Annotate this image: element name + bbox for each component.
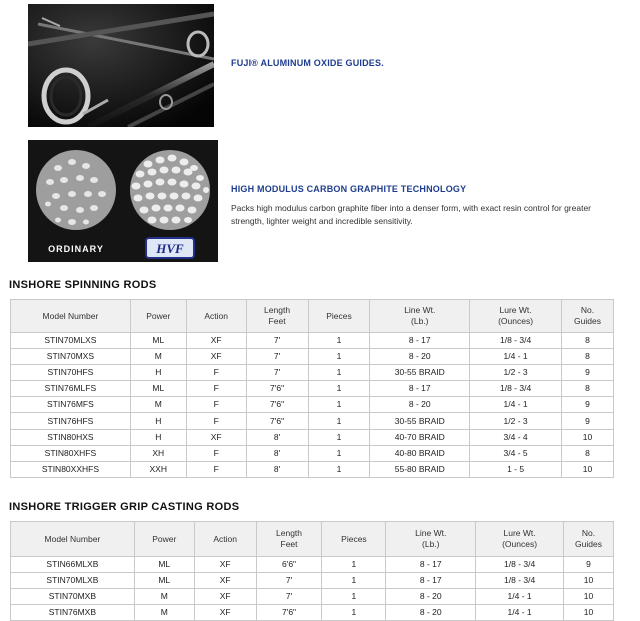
spinning-rods-table xyxy=(10,299,614,478)
table-cell: 8 - 20 xyxy=(386,589,476,605)
table-cell: ML xyxy=(134,557,194,573)
column-header: Model Number xyxy=(11,522,135,557)
table-cell: 7' xyxy=(246,365,308,381)
feature-title-guides: FUJI® ALUMINUM OXIDE GUIDES. xyxy=(231,58,384,68)
table-cell: 8 xyxy=(562,349,614,365)
table-cell: XF xyxy=(186,333,246,349)
table-row xyxy=(11,445,614,461)
column-header: Action xyxy=(186,300,246,333)
table-cell: 1 - 5 xyxy=(470,461,562,477)
table-header-row xyxy=(11,300,614,333)
table-cell: 8 - 20 xyxy=(370,349,470,365)
guides-photo xyxy=(28,4,214,127)
table-cell: 10 xyxy=(562,461,614,477)
table-cell: ML xyxy=(134,573,194,589)
table-cell: 9 xyxy=(564,557,614,573)
table-cell: 30-55 BRAID xyxy=(370,365,470,381)
table-row xyxy=(11,557,614,573)
table-cell: 7' xyxy=(246,349,308,365)
table-cell: 1/8 - 3/4 xyxy=(476,557,564,573)
table-cell: 3/4 - 4 xyxy=(470,429,562,445)
table-cell: 1 xyxy=(308,429,370,445)
table-cell: XXH xyxy=(130,461,186,477)
table-cell: ML xyxy=(130,381,186,397)
table-cell: 8 - 17 xyxy=(386,573,476,589)
table-cell: XF xyxy=(186,349,246,365)
spinning-rods-title: INSHORE SPINNING RODS xyxy=(9,279,157,291)
table-cell: 1 xyxy=(308,445,370,461)
table-cell: 10 xyxy=(562,429,614,445)
table-cell: 8 - 17 xyxy=(370,381,470,397)
table-cell: 10 xyxy=(564,573,614,589)
table-cell: STIN70HFS xyxy=(11,365,131,381)
feature-title-graphite: HIGH MODULUS CARBON GRAPHITE TECHNOLOGY xyxy=(231,184,467,194)
table-cell: 8' xyxy=(246,445,308,461)
table-cell: 30-55 BRAID xyxy=(370,413,470,429)
table-cell: STIN76MXB xyxy=(11,605,135,621)
table-row xyxy=(11,605,614,621)
table-cell: F xyxy=(186,413,246,429)
column-header: Model Number xyxy=(11,300,131,333)
table-cell: 40-80 BRAID xyxy=(370,445,470,461)
table-cell: 1 xyxy=(322,589,386,605)
table-cell: 1 xyxy=(308,333,370,349)
table-cell: 6'6" xyxy=(256,557,322,573)
table-cell: STIN76MLFS xyxy=(11,381,131,397)
table-cell: 8 - 17 xyxy=(386,557,476,573)
table-cell: 8' xyxy=(246,429,308,445)
column-header: Pieces xyxy=(322,522,386,557)
column-header: Lure Wt. (Ounces) xyxy=(476,522,564,557)
table-cell: STIN66MLXB xyxy=(11,557,135,573)
table-cell: 1/8 - 3/4 xyxy=(470,333,562,349)
table-cell: 8 xyxy=(562,445,614,461)
table-row xyxy=(11,397,614,413)
table-cell: 55-80 BRAID xyxy=(370,461,470,477)
table-cell: 1/4 - 1 xyxy=(476,589,564,605)
table-cell: XF xyxy=(194,557,256,573)
table-cell: 7'6" xyxy=(246,397,308,413)
table-cell: F xyxy=(186,445,246,461)
table-cell: STIN70MLXS xyxy=(11,333,131,349)
table-cell: 10 xyxy=(564,589,614,605)
table-cell: 7'6" xyxy=(256,605,322,621)
table-cell: 7'6" xyxy=(246,381,308,397)
table-cell: 8 xyxy=(562,381,614,397)
table-cell: 7' xyxy=(246,333,308,349)
table-cell: M xyxy=(130,397,186,413)
table-cell: 1/2 - 3 xyxy=(470,413,562,429)
table-cell: 7' xyxy=(256,589,322,605)
table-cell: 8 - 17 xyxy=(370,333,470,349)
table-cell: 9 xyxy=(562,397,614,413)
table-cell: M xyxy=(130,349,186,365)
table-cell: 7' xyxy=(256,573,322,589)
table-cell: 1 xyxy=(308,381,370,397)
table-cell: 10 xyxy=(564,605,614,621)
table-row xyxy=(11,381,614,397)
table-cell: 1/8 - 3/4 xyxy=(476,573,564,589)
column-header: Length Feet xyxy=(256,522,322,557)
table-cell: XF xyxy=(194,589,256,605)
table-cell: 8' xyxy=(246,461,308,477)
column-header: Length Feet xyxy=(246,300,308,333)
table-cell: 8 xyxy=(562,333,614,349)
table-cell: 9 xyxy=(562,413,614,429)
table-cell: STIN80XHFS xyxy=(11,445,131,461)
table-cell: M xyxy=(134,605,194,621)
table-cell: 1 xyxy=(308,397,370,413)
table-cell: STIN76MFS xyxy=(11,397,131,413)
table-row xyxy=(11,349,614,365)
table-cell: STIN80HXS xyxy=(11,429,131,445)
table-cell: 1/8 - 3/4 xyxy=(470,381,562,397)
table-cell: 8 - 20 xyxy=(370,397,470,413)
table-row xyxy=(11,461,614,477)
column-header: Power xyxy=(134,522,194,557)
column-header: Lure Wt. (Ounces) xyxy=(470,300,562,333)
table-cell: STIN76HFS xyxy=(11,413,131,429)
column-header: Line Wt. (Lb.) xyxy=(386,522,476,557)
table-cell: XF xyxy=(194,605,256,621)
table-cell: 1 xyxy=(308,461,370,477)
table-cell: 1 xyxy=(322,605,386,621)
table-cell: 1 xyxy=(308,413,370,429)
ordinary-label: ORDINARY xyxy=(48,244,104,254)
table-cell: 1 xyxy=(308,349,370,365)
table-cell: STIN70MXS xyxy=(11,349,131,365)
table-cell: H xyxy=(130,365,186,381)
casting-rods-title: INSHORE TRIGGER GRIP CASTING RODS xyxy=(9,501,240,513)
table-cell: 40-70 BRAID xyxy=(370,429,470,445)
table-cell: H xyxy=(130,413,186,429)
table-cell: 1 xyxy=(322,573,386,589)
column-header: Action xyxy=(194,522,256,557)
casting-rods-table xyxy=(10,521,614,621)
table-row xyxy=(11,365,614,381)
graphite-comparison-image xyxy=(28,140,218,262)
table-cell: M xyxy=(134,589,194,605)
table-cell: H xyxy=(130,429,186,445)
table-cell: 1 xyxy=(322,557,386,573)
table-cell: F xyxy=(186,397,246,413)
feature-description-graphite: Packs high modulus carbon graphite fiber into a denser form, with exact resin control for greater strength, lighter weight and incredible sensitivity. xyxy=(231,203,592,226)
table-cell: STIN80XXHFS xyxy=(11,461,131,477)
table-cell: 1/4 - 1 xyxy=(470,397,562,413)
table-cell: XF xyxy=(186,429,246,445)
table-cell: F xyxy=(186,381,246,397)
table-row xyxy=(11,413,614,429)
table-cell: 3/4 - 5 xyxy=(470,445,562,461)
table-header-row xyxy=(11,522,614,557)
table-row xyxy=(11,589,614,605)
table-cell: XF xyxy=(194,573,256,589)
table-cell: STIN70MLXB xyxy=(11,573,135,589)
table-cell: 8 - 20 xyxy=(386,605,476,621)
table-cell: 1/4 - 1 xyxy=(476,605,564,621)
table-cell: 7'6" xyxy=(246,413,308,429)
column-header: Power xyxy=(130,300,186,333)
column-header: No. Guides xyxy=(562,300,614,333)
column-header: Pieces xyxy=(308,300,370,333)
table-cell: STIN70MXB xyxy=(11,589,135,605)
table-cell: XH xyxy=(130,445,186,461)
column-header: Line Wt. (Lb.) xyxy=(370,300,470,333)
column-header: No. Guides xyxy=(564,522,614,557)
table-cell: F xyxy=(186,461,246,477)
table-row xyxy=(11,333,614,349)
hvf-label: HVF xyxy=(156,241,184,256)
table-cell: 1/4 - 1 xyxy=(470,349,562,365)
table-cell: ML xyxy=(130,333,186,349)
table-row xyxy=(11,429,614,445)
table-cell: 9 xyxy=(562,365,614,381)
table-row xyxy=(11,573,614,589)
table-cell: F xyxy=(186,365,246,381)
table-cell: 1/2 - 3 xyxy=(470,365,562,381)
table-cell: 1 xyxy=(308,365,370,381)
